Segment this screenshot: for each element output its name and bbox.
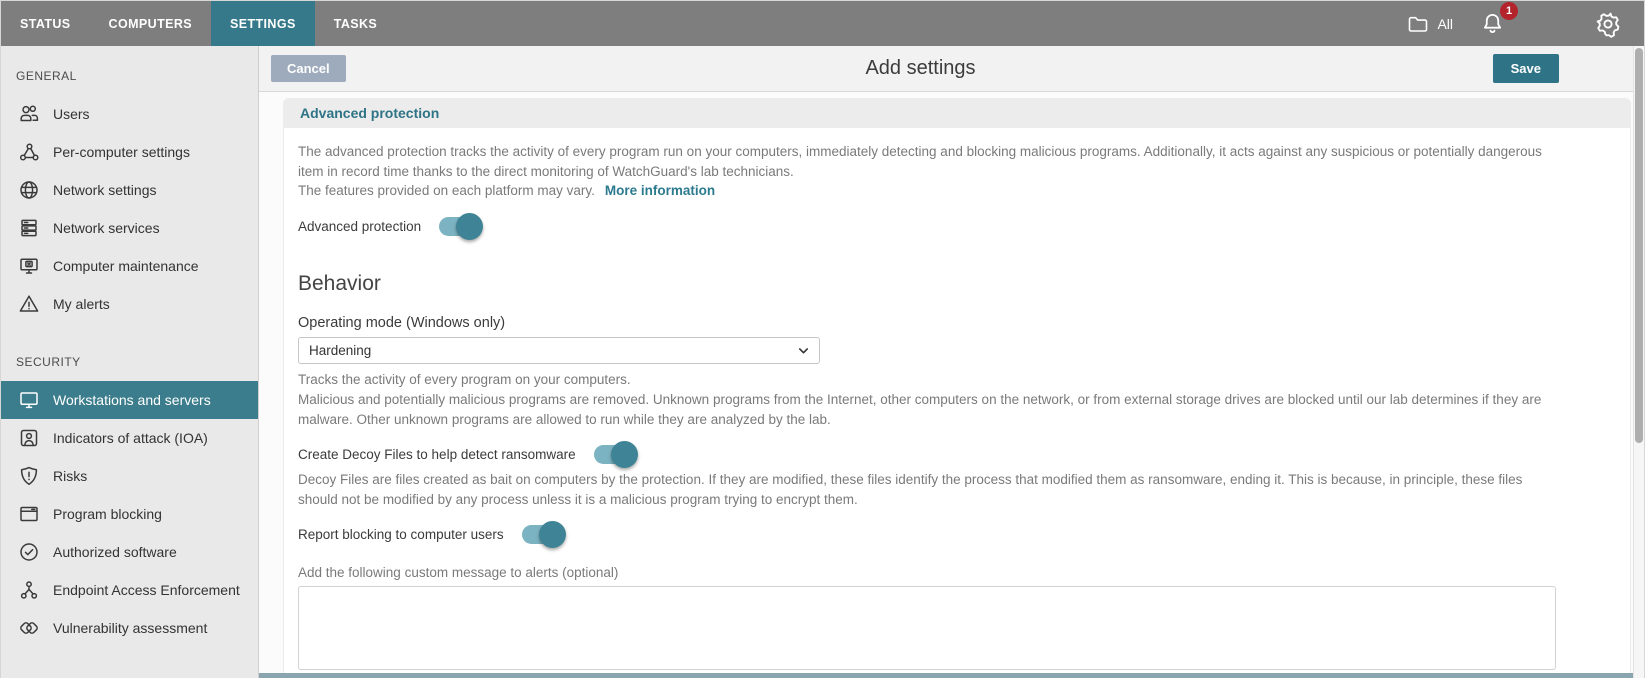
sidebar-item-label: Network services xyxy=(53,220,160,236)
report-blocking-toggle-row xyxy=(298,525,1615,544)
operating-mode-label: Operating mode (Windows only) xyxy=(298,314,506,331)
report-blocking-toggle[interactable] xyxy=(522,525,562,544)
settings-sidebar xyxy=(1,46,259,678)
advanced-protection-toggle-label: Advanced protection xyxy=(298,218,422,234)
panel-header xyxy=(283,98,1631,128)
operating-mode-select[interactable] xyxy=(298,337,820,364)
group-filter-label: All xyxy=(1437,15,1453,32)
group-filter-button[interactable] xyxy=(1406,12,1453,36)
shield-alert-icon xyxy=(16,463,42,489)
sidebar-item-endpoint-access-enforcement[interactable] xyxy=(1,571,258,609)
sidebar-item-label: Workstations and servers xyxy=(53,392,211,408)
more-information-link[interactable]: More information xyxy=(604,183,716,198)
per-computer-settings-icon xyxy=(16,139,42,165)
toggle-knob xyxy=(456,213,483,240)
interlocked-links-icon xyxy=(16,615,42,641)
page-title: Add settings xyxy=(865,57,976,79)
vertical-scrollbar[interactable] xyxy=(1633,46,1644,678)
users-icon xyxy=(16,101,42,127)
sidebar-section-security: SECURITY xyxy=(16,355,81,369)
sidebar-item-vulnerability-assessment[interactable] xyxy=(1,609,258,647)
decoy-files-toggle[interactable] xyxy=(594,445,634,464)
sidebar-item-label: Authorized software xyxy=(53,544,177,560)
server-stack-icon xyxy=(16,215,42,241)
sidebar-item-indicators-of-attack[interactable] xyxy=(1,419,258,457)
intro-line2-row xyxy=(298,181,1558,201)
sidebar-item-program-blocking[interactable] xyxy=(1,495,258,533)
browser-window-icon xyxy=(16,501,42,527)
panel-section-title: Advanced protection xyxy=(300,105,440,121)
sidebar-item-label: Users xyxy=(53,106,90,122)
nav-tab-settings[interactable]: SETTINGS xyxy=(211,1,315,46)
sidebar-item-workstations-and-servers[interactable] xyxy=(1,381,258,419)
behavior-section-title: Behavior xyxy=(298,271,381,295)
toggle-knob xyxy=(539,521,566,548)
notifications-button[interactable] xyxy=(1479,5,1513,37)
nav-tab-computers[interactable]: COMPUTERS xyxy=(108,16,193,31)
sidebar-item-computer-maintenance[interactable] xyxy=(1,247,258,285)
nav-tabs xyxy=(1,1,396,46)
sidebar-item-users[interactable] xyxy=(1,95,258,133)
nav-tab-status[interactable]: STATUS xyxy=(20,16,71,31)
decoy-files-toggle-row xyxy=(298,445,1615,464)
custom-message-textarea[interactable] xyxy=(298,586,1556,670)
sidebar-item-risks[interactable] xyxy=(1,457,258,495)
settings-content xyxy=(259,92,1644,678)
gear-icon xyxy=(1594,10,1622,38)
sidebar-item-network-settings[interactable] xyxy=(1,171,258,209)
nav-spacer xyxy=(396,1,1406,46)
sidebar-item-label: Per-computer settings xyxy=(53,144,190,160)
save-button[interactable]: Save xyxy=(1493,54,1559,83)
intro-paragraph: The advanced protection tracks the activity of every program run on your computers, immediately detecting and blocking malicious programs. Additionally, it acts against any suspicious or potentially dangerous item in record time thanks to the direct monitoring of WatchGuard's lab technicians. xyxy=(298,144,1542,179)
warning-triangle-icon xyxy=(16,291,42,317)
sidebar-item-label: Computer maintenance xyxy=(53,258,199,274)
sidebar-section-general: GENERAL xyxy=(16,69,77,83)
sidebar-item-label: Vulnerability assessment xyxy=(53,620,208,636)
sidebar-item-label: Program blocking xyxy=(53,506,162,522)
sidebar-item-label: Risks xyxy=(53,468,88,484)
scrollbar-thumb[interactable] xyxy=(1635,48,1643,443)
sidebar-item-label: My alerts xyxy=(53,296,110,312)
sidebar-item-authorized-software[interactable] xyxy=(1,533,258,571)
sidebar-item-label: Endpoint Access Enforcement xyxy=(53,582,240,598)
notification-count-badge: 1 xyxy=(1500,2,1518,20)
operating-mode-desc1: Tracks the activity of every program on your computers. xyxy=(298,371,631,387)
advanced-protection-toggle[interactable] xyxy=(439,217,479,236)
sidebar-item-label: Network settings xyxy=(53,182,157,198)
operating-mode-desc2: Malicious and potentially malicious programs are removed. Unknown programs from the Internet, other computers on the network, or from external storage drives are blocked until our lab determines if they are malware. Other unknown programs are allowed to run while they are analyzed by the lab. xyxy=(298,392,1542,427)
report-blocking-toggle-label: Report blocking to computer users xyxy=(298,527,504,542)
org-chart-icon xyxy=(16,577,42,603)
advanced-protection-panel xyxy=(283,98,1631,678)
settings-menu-button[interactable] xyxy=(1594,10,1622,38)
check-circle-icon xyxy=(16,539,42,565)
sidebar-item-network-services[interactable] xyxy=(1,209,258,247)
cancel-button[interactable]: Cancel xyxy=(271,55,346,82)
chevron-down-icon xyxy=(796,343,811,358)
main-area xyxy=(259,46,1644,678)
nav-tab-tasks[interactable]: TASKS xyxy=(333,16,378,31)
advanced-protection-toggle-row xyxy=(298,217,1615,236)
sidebar-item-label: Indicators of attack (IOA) xyxy=(53,430,208,446)
globe-icon xyxy=(16,177,42,203)
sidebar-item-my-alerts[interactable] xyxy=(1,285,258,323)
bottom-divider xyxy=(259,673,1633,678)
platform-vary-text: The features provided on each platform may vary. xyxy=(298,183,595,198)
top-nav-bar xyxy=(1,1,1644,46)
computer-maintenance-icon xyxy=(16,253,42,279)
sidebar-item-per-computer-settings[interactable] xyxy=(1,133,258,171)
folder-icon xyxy=(1406,12,1430,36)
decoy-files-toggle-label: Create Decoy Files to help detect ransomware xyxy=(298,447,576,462)
custom-message-label: Add the following custom message to alerts (optional) xyxy=(298,565,619,580)
operating-mode-selected-value: Hardening xyxy=(309,342,372,358)
person-badge-icon xyxy=(16,425,42,451)
toggle-knob xyxy=(611,441,638,468)
edit-settings-header xyxy=(259,46,1644,92)
panel-body xyxy=(283,128,1631,678)
monitor-icon xyxy=(16,387,42,413)
decoy-files-desc: Decoy Files are files created as bait on computers by the protection. If they are modified, these files identify the process that modified them as ransomware, ending it. This is because, in principle, these files should not be modified by any process unless it is a malicious program trying to encrypt them. xyxy=(298,472,1523,507)
nav-right-controls xyxy=(1406,1,1644,46)
